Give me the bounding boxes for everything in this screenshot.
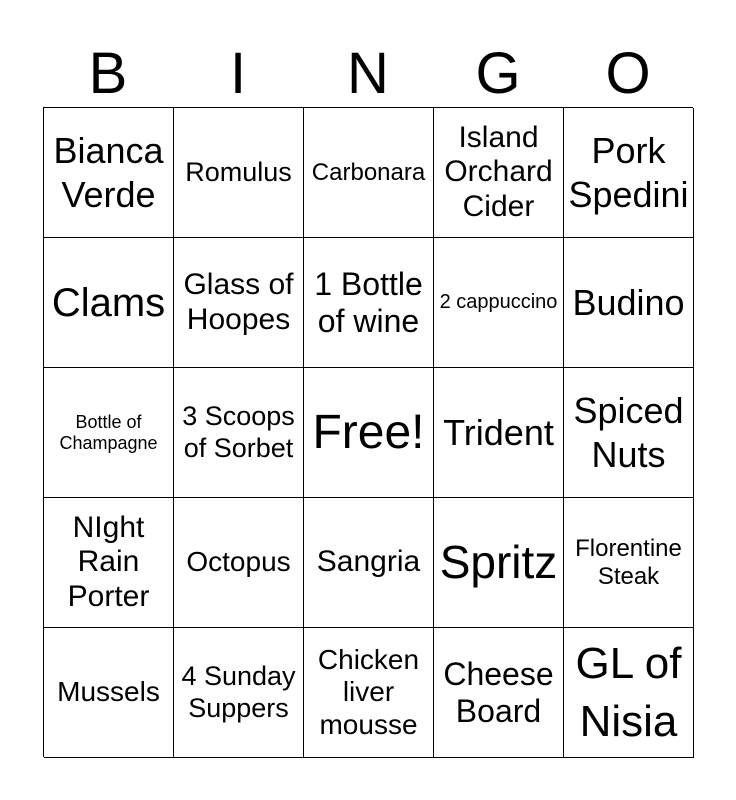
bingo-cell[interactable]: Spiced Nuts xyxy=(564,368,694,498)
header-letter-i: I xyxy=(229,41,247,106)
bingo-cell[interactable]: Pork Spedini xyxy=(564,108,694,238)
bingo-cell[interactable]: Mussels xyxy=(44,628,174,758)
bingo-cell[interactable]: Florentine Steak xyxy=(564,498,694,628)
header-letter-n: N xyxy=(347,41,389,106)
bingo-cell[interactable]: Glass of Hoopes xyxy=(174,238,304,368)
bingo-cell[interactable]: Trident xyxy=(434,368,564,498)
bingo-header xyxy=(43,40,693,108)
bingo-cell[interactable]: Clams xyxy=(44,238,174,368)
bingo-cell-free[interactable]: Free! xyxy=(304,368,434,498)
bingo-cell[interactable]: Cheese Board xyxy=(434,628,564,758)
bingo-cell[interactable]: Island Orchard Cider xyxy=(434,108,564,238)
bingo-cell[interactable]: Bottle of Champagne xyxy=(44,368,174,498)
bingo-cell[interactable]: Octopus xyxy=(174,498,304,628)
header-letter-b: B xyxy=(88,41,128,106)
bingo-cell[interactable]: 3 Scoops of Sorbet xyxy=(174,368,304,498)
bingo-cell[interactable]: Bianca Verde xyxy=(44,108,174,238)
header-letter-g: G xyxy=(475,41,521,106)
bingo-cell[interactable]: Spritz xyxy=(434,498,564,628)
bingo-cell[interactable]: Budino xyxy=(564,238,694,368)
bingo-cell[interactable]: 2 cappuccino xyxy=(434,238,564,368)
bingo-cell[interactable]: Chicken liver mousse xyxy=(304,628,434,758)
bingo-cell[interactable]: NIght Rain Porter xyxy=(44,498,174,628)
bingo-cell[interactable]: GL of Nisia xyxy=(564,628,694,758)
bingo-cell[interactable]: 4 Sunday Suppers xyxy=(174,628,304,758)
bingo-card-grid xyxy=(43,107,693,757)
bingo-cell[interactable]: Carbonara xyxy=(304,108,434,238)
bingo-cell[interactable]: Sangria xyxy=(304,498,434,628)
header-letter-o: O xyxy=(605,41,651,106)
bingo-cell[interactable]: Romulus xyxy=(174,108,304,238)
bingo-cell[interactable]: 1 Bottle of wine xyxy=(304,238,434,368)
